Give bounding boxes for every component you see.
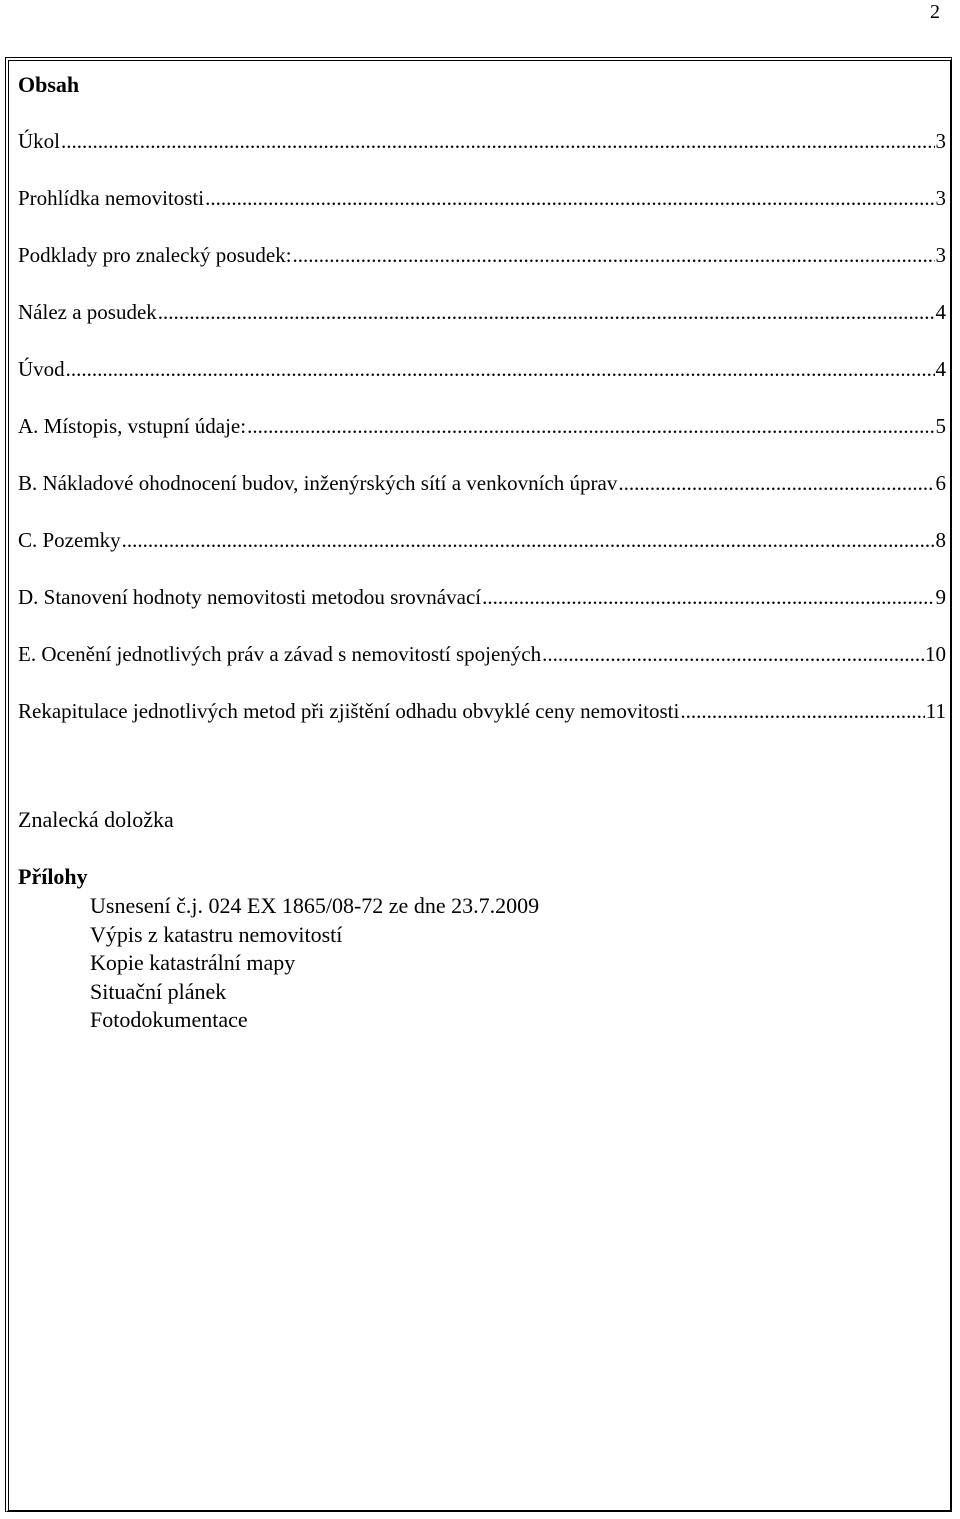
expert-clause-heading: Znalecká doložka <box>18 807 174 832</box>
toc-entry-label: B. Nákladové ohodnocení budov, inženýrských sítí a venkovních úprav <box>18 471 618 495</box>
toc-entry-label: A. Místopis, vstupní údaje: <box>18 414 247 438</box>
toc-entry-page: 3 <box>935 186 946 210</box>
toc-title: Obsah <box>18 72 80 97</box>
toc-dot-leader <box>205 184 934 212</box>
toc-entry-page: 10 <box>925 642 946 666</box>
toc-entry-page: 4 <box>935 300 946 324</box>
toc-entry-page: 3 <box>935 243 946 267</box>
toc-dot-leader <box>482 583 934 611</box>
toc-entry[interactable] <box>18 184 946 241</box>
toc-dot-leader <box>293 241 935 269</box>
toc-entry[interactable] <box>18 526 946 583</box>
toc-entry-page: 11 <box>925 699 946 723</box>
attachment-item: Výpis z katastru nemovitostí <box>90 921 343 947</box>
attachment-item: Fotodokumentace <box>90 1007 248 1032</box>
toc-entry[interactable] <box>18 583 946 640</box>
toc-dot-leader <box>542 640 924 668</box>
toc-entry-label: E. Ocenění jednotlivých práv a závad s nemovitostí spojených <box>18 642 542 666</box>
toc-entry-page: 4 <box>935 357 946 381</box>
toc-entry[interactable] <box>18 355 946 412</box>
toc-dot-leader <box>66 355 935 383</box>
attachments-title: Přílohy <box>18 864 88 889</box>
toc-entry[interactable] <box>18 640 946 697</box>
toc-entry[interactable] <box>18 127 946 184</box>
toc-dot-leader <box>618 469 934 497</box>
toc-entry[interactable] <box>18 298 946 355</box>
toc-entry-page: 9 <box>935 585 946 609</box>
toc-entry-label: Podklady pro znalecký posudek: <box>18 243 292 267</box>
toc-dot-leader <box>122 526 935 554</box>
toc-entry-page: 6 <box>935 471 946 495</box>
toc-entry-label: Nález a posudek <box>18 300 157 324</box>
page-number: 2 <box>930 1 940 23</box>
attachment-item: Kopie katastrální mapy <box>90 950 296 975</box>
toc-entry-label: Úkol <box>18 129 60 153</box>
attachment-item: Usnesení č.j. 024 EX 1865/08-72 ze dne 23.7.2009 <box>90 893 540 918</box>
toc-entry-label: Úvod <box>18 357 65 381</box>
attachments-list <box>90 892 539 1035</box>
toc-dot-leader <box>680 697 924 725</box>
toc-entry-page: 5 <box>935 414 946 438</box>
toc-dot-leader <box>61 127 935 155</box>
toc-entry-label: C. Pozemky <box>18 528 121 552</box>
toc-list <box>18 127 946 754</box>
toc-entry[interactable] <box>18 469 946 526</box>
toc-entry-label: Rekapitulace jednotlivých metod při zjištění odhadu obvyklé ceny nemovitosti <box>18 699 680 723</box>
toc-entry-page: 3 <box>935 129 946 153</box>
toc-dot-leader <box>158 298 935 326</box>
toc-dot-leader <box>247 412 934 440</box>
toc-entry[interactable] <box>18 241 946 298</box>
toc-entry[interactable] <box>18 697 946 754</box>
toc-entry-page: 8 <box>935 528 946 552</box>
toc-entry-label: Prohlídka nemovitosti <box>18 186 205 210</box>
toc-entry[interactable] <box>18 412 946 469</box>
toc-entry-label: D. Stanovení hodnoty nemovitosti metodou srovnávací <box>18 585 482 609</box>
attachment-item: Situační plánek <box>90 978 227 1004</box>
